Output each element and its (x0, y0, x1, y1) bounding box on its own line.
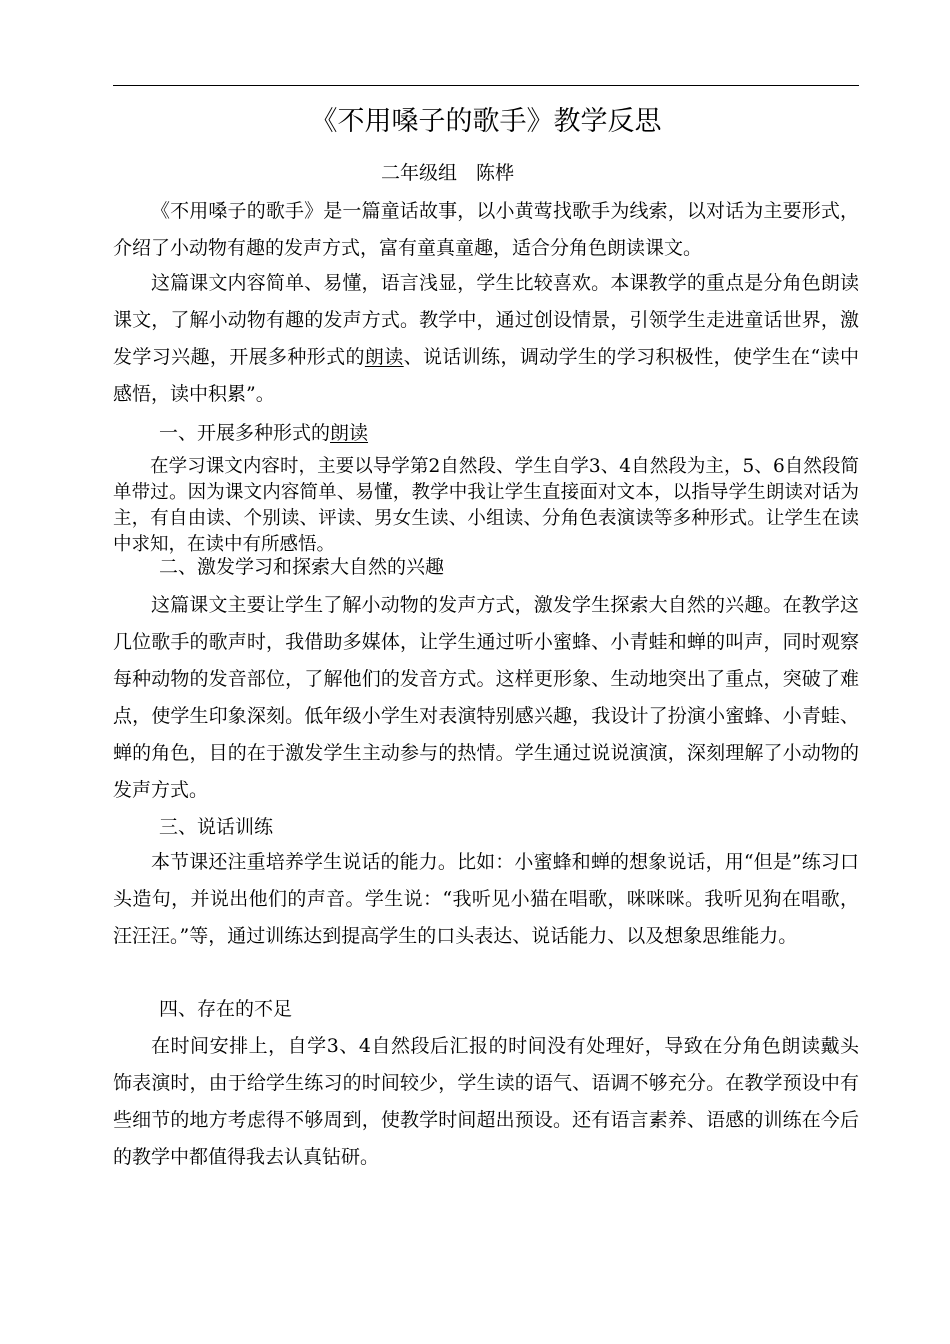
section-1-paragraph: 在学习课文内容时，主要以导学第2自然段、学生自学3、4自然段为主，5、6自然段简单带过。因为课文内容简单、易懂，教学中我让学生直接面对文本，以指导学生朗读对话为主，有自由读、个别读、评读、男女生读、小组读、分角色表演读等多种形式。让学生在读中求知，在读中有所感悟。 (113, 456, 859, 555)
intro-paragraph-2-underlined: 朗读 (364, 346, 404, 368)
section-1-heading-underlined: 朗读 (330, 422, 369, 444)
intro-paragraph-2-text-a: 这篇课文内容简单、易懂，语言浅显，学生比较喜欢。本课教学的重点是分角色朗读课文，了解小动物有趣的发声方式。教学中，通过创设情景，引领学生走进童话世界，激发学习兴趣，开展多种形式的 (113, 272, 859, 368)
section-2-paragraph: 这篇课文主要让学生了解小动物的发声方式，激发学生探索大自然的兴趣。在教学这几位歌手的歌声时，我借助多媒体，让学生通过听小蜜蜂、小青蛙和蝉的叫声，同时观察每种动物的发音部位，了解他们的发音方式。这样更形象、生动地突出了重点，突破了难点，使学生印象深刻。低年级小学生对表演特别感兴趣，我设计了扮演小蜜蜂、小青蛙、蝉的角色，目的在于激发学生主动参与的热情。学生通过说说演演，深刻理解了小动物的发声方式。 (113, 594, 859, 801)
section-1-heading (159, 418, 368, 448)
intro-paragraph-2 (113, 265, 859, 413)
section-2-heading: 二、激发学习和探索大自然的兴趣 (159, 556, 445, 578)
intro-paragraph-1: 《不用嗓子的歌手》是一篇童话故事，以小黄莺找歌手为线索，以对话为主要形式，介绍了小动物有趣的发声方式，富有童真童趣，适合分角色朗读课文。 (113, 200, 859, 259)
section-4-heading: 四、存在的不足 (159, 998, 293, 1020)
section-3-heading: 三、说话训练 (159, 816, 274, 838)
document-title: 《不用嗓子的歌手》教学反思 (310, 106, 662, 137)
section-3-paragraph: 本节课还注重培养学生说话的能力。比如：小蜜蜂和蝉的想象说话，用“但是”练习口头造句，并说出他们的声音。学生说：“我听见小猫在唱歌，咪咪咪。我听见狗在唱歌，汪汪汪。”等，通过训练达到提高学生的口头表达、说话能力、以及想象思维能力。 (113, 851, 859, 947)
author-byline: 二年级组 陈桦 (381, 162, 515, 184)
section-1-heading-text: 一、开展多种形式的 (159, 422, 331, 444)
intro-paragraph-2-text-b: 、说话训练，调动学生的学习积极性，使学生在“读中感悟，读中积累”。 (113, 346, 859, 405)
header-rule (113, 85, 859, 86)
section-4-paragraph: 在时间安排上，自学3、4自然段后汇报的时间没有处理好，导致在分角色朗读戴头饰表演时，由于给学生练习的时间较少，学生读的语气、语调不够充分。在教学预设中有些细节的地方考虑得不够周到，使教学时间超出预设。还有语言素养、语感的训练在今后的教学中都值得我去认真钻研。 (113, 1035, 859, 1168)
